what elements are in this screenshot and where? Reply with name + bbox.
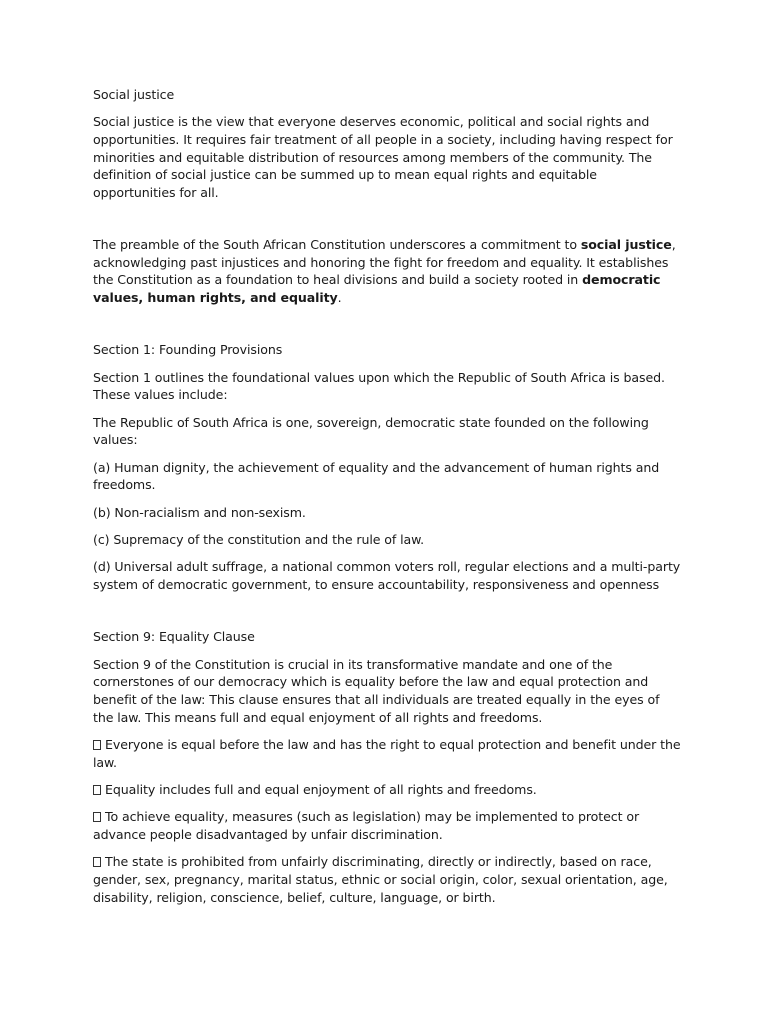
preamble-bold-2: democratic values, human rights, and equality — [93, 272, 661, 305]
section9-bullet-text: To achieve equality, measures (such as legislation) may be implemented to protect or advance people disadvantaged by unfair discrimination. — [93, 809, 640, 842]
section1-item: (a) Human dignity, the achievement of equality and the advancement of human rights and freedoms. — [93, 459, 660, 493]
section9-bullet — [93, 853, 683, 906]
section9-bullet — [93, 781, 683, 799]
missing-glyph-box-icon — [93, 740, 101, 750]
section9-heading: Section 9: Equality Clause — [93, 629, 255, 645]
section9-intro: Section 9 of the Constitution is crucial in its transformative mandate and one of the cornerstones of our democracy which is equality before the law and equal protection and benefit of the law: This clause ensures that all individuals are treated equally in the eyes of the law. This means full and equal enjoyment of all rights and freedoms. — [93, 656, 660, 725]
missing-glyph-box-icon — [93, 785, 101, 795]
preamble-text-3: . — [337, 289, 342, 305]
section1-item: (c) Supremacy of the constitution and the rule of law. — [93, 532, 425, 548]
section1-item: (d) Universal adult suffrage, a national common voters roll, regular elections and a multi-party system of democratic government, to ensure accountability, responsiveness and openness — [93, 559, 681, 593]
intro-paragraph: Social justice is the view that everyone deserves economic, political and social rights and opportunities. It requires fair treatment of all people in a society, including having respect for minorities and equitable distribution of resources among members of the community. The definition of social justice can be summed up to mean equal rights and equitable opportunities for all. — [93, 114, 673, 200]
section9-bullet — [93, 808, 683, 843]
preamble-bold-1: social justice — [580, 237, 672, 253]
section1-heading: Section 1: Founding Provisions — [93, 342, 283, 358]
spacer — [93, 211, 683, 236]
section1-intro: Section 1 outlines the foundational values upon which the Republic of South Africa is based. These values include: — [93, 369, 665, 403]
document-title: Social justice — [93, 87, 175, 102]
preamble-text-2: , acknowledging past injustices and honoring the fight for freedom and equality. It establishes the Constitution as a foundation to heal divisions and build a society rooted in — [93, 237, 676, 288]
spacer — [93, 603, 683, 628]
section9-bullet-text: Everyone is equal before the law and has the right to equal protection and benefit under the law. — [93, 737, 681, 770]
spacer — [93, 316, 683, 341]
section1-statement: The Republic of South Africa is one, sovereign, democratic state founded on the following values: — [93, 414, 649, 448]
section9-bullet — [93, 736, 683, 771]
preamble-paragraph — [93, 236, 683, 306]
section9-bullet-text: The state is prohibited from unfairly discriminating, directly or indirectly, based on race, gender, sex, pregnancy, marital status, ethnic or social origin, color, sexual orientation, age, disability, religion, conscience, belief, culture, language, or birth. — [93, 854, 668, 905]
missing-glyph-box-icon — [93, 812, 101, 822]
missing-glyph-box-icon — [93, 857, 101, 867]
section9-bullet-text: Equality includes full and equal enjoyment of all rights and freedoms. — [105, 781, 537, 797]
section1-item: (b) Non-racialism and non-sexism. — [93, 504, 306, 520]
document-body — [93, 86, 683, 916]
preamble-text-1: The preamble of the South African Constitution underscores a commitment to — [93, 237, 581, 253]
